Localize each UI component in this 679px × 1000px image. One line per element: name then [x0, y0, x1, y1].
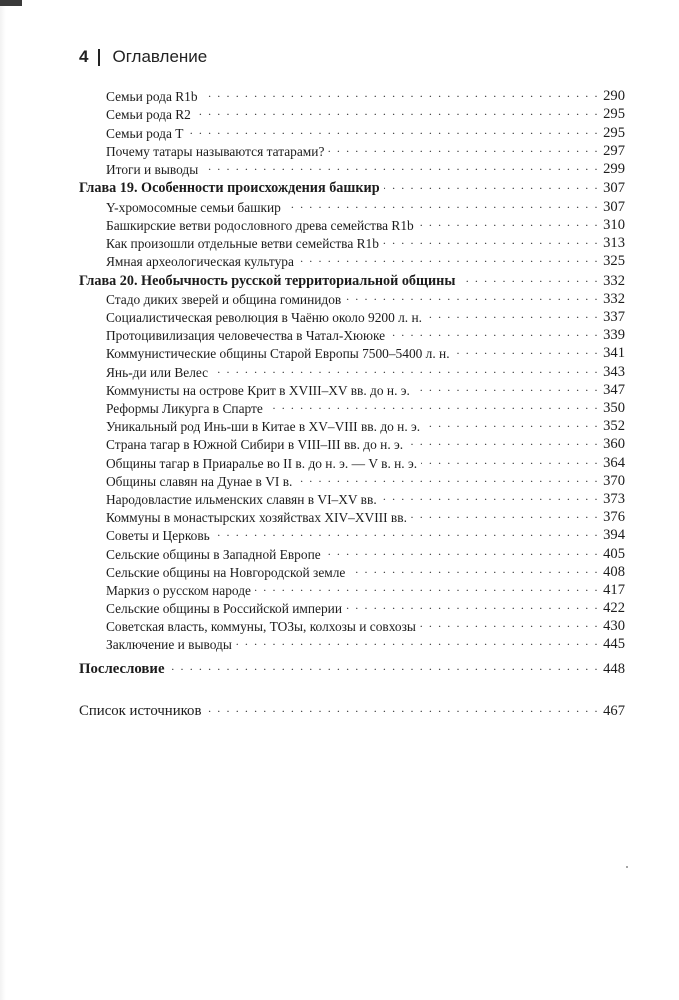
toc-entry-title: Общины славян на Дунае в VI в. — [106, 473, 293, 489]
dot-leader — [328, 143, 599, 157]
dot-leader — [345, 291, 599, 305]
toc-entry[interactable] — [79, 581, 625, 599]
toc-entry[interactable] — [79, 381, 625, 399]
dot-leader — [381, 491, 599, 505]
dot-leader — [426, 309, 599, 323]
toc-entry-page: 373 — [603, 490, 625, 507]
toc-entry[interactable] — [79, 308, 625, 326]
dot-leader — [187, 125, 599, 139]
dot-leader — [346, 600, 599, 614]
toc-entry-title: Коммунисты на острове Крит в XVIII–XV вв. до н. э. — [106, 382, 410, 398]
toc-entry[interactable] — [79, 508, 625, 526]
section-title: Оглавление — [112, 47, 208, 66]
toc-entry-title: Общины тагар в Приаралье во II в. до н. э. — V в. н. э. — [106, 455, 418, 471]
dot-leader — [214, 527, 599, 541]
dot-leader — [418, 217, 599, 231]
toc-entry[interactable] — [79, 544, 625, 562]
dot-leader — [454, 345, 600, 359]
toc-entry[interactable] — [79, 105, 625, 123]
toc-entry-title: Заключение и выводы — [106, 637, 232, 653]
toc-entry-title: Маркиз о русском народе — [106, 582, 251, 598]
dot-leader — [202, 88, 600, 102]
toc-entry-page: 343 — [603, 363, 625, 380]
toc-entry[interactable] — [79, 234, 625, 252]
toc-entry[interactable] — [79, 635, 625, 653]
toc-entry[interactable] — [79, 290, 625, 308]
toc-chapter-entry[interactable] — [79, 178, 625, 198]
toc-entry-page: 307 — [603, 180, 625, 197]
toc-entry-page: 352 — [603, 418, 625, 435]
dot-leader — [424, 418, 599, 432]
toc-entry-title: Социалистическая революция в Чаёню около 9200 л. н. — [106, 310, 423, 326]
toc-entry[interactable] — [79, 216, 625, 234]
dot-leader — [420, 618, 599, 632]
toc-entry[interactable] — [79, 160, 625, 178]
toc-section-entry[interactable] — [79, 699, 625, 720]
toc-entry[interactable] — [79, 197, 625, 215]
toc-entry-page: 360 — [603, 436, 625, 453]
toc-entry[interactable] — [79, 417, 625, 435]
toc-entry-page: 405 — [603, 545, 625, 562]
dot-leader — [205, 703, 599, 717]
toc-entry-title: Y-хромосомные семьи башкир — [106, 199, 281, 215]
toc-entry-title: Янь-ди или Велес — [106, 364, 209, 380]
toc-entry[interactable] — [79, 435, 625, 453]
toc-entry-page: 295 — [603, 124, 625, 141]
toc-entry[interactable] — [79, 344, 625, 362]
toc-entry-title: Советы и Церковь — [106, 528, 210, 544]
toc-entry-title: Страна тагар в Южной Сибири в VIII–III вв. до н. э. — [106, 437, 404, 453]
toc-entry-title: Протоцивилизация человечества в Чатал-Хююке — [106, 328, 386, 344]
toc-entry-title: Глава 19. Особенности происхождения башкир — [79, 180, 380, 197]
toc-entry-page: 295 — [603, 106, 625, 123]
toc-entry-page: 332 — [603, 272, 625, 289]
dot-leader — [325, 546, 599, 560]
toc-entry-title: Коммуны в монастырских хозяйствах XIV–XVIII вв. — [106, 510, 407, 526]
running-header — [79, 46, 207, 68]
toc-entry-title: Уникальный род Инь-ши в Китае в XV–VIII вв. до н. э. — [106, 419, 421, 435]
toc-entry-page: 325 — [603, 253, 625, 270]
toc-entry-page: 445 — [603, 636, 625, 653]
toc-entry-title: Ямная археологическая культура — [106, 254, 294, 270]
toc-entry-title: Семьи рода R1b — [106, 89, 198, 105]
toc-entry[interactable] — [79, 563, 625, 581]
toc-entry-page: 370 — [603, 472, 625, 489]
toc-chapter-entry[interactable] — [79, 270, 625, 290]
toc-entry[interactable] — [79, 87, 625, 105]
dot-leader — [236, 636, 599, 650]
toc-entry-page: 422 — [603, 600, 625, 617]
toc-entry-title: Народовластие ильменских славян в VI–XV вв. — [106, 491, 377, 507]
toc-entry-title: Итоги и выводы — [106, 161, 199, 177]
toc-section-entry[interactable] — [79, 657, 625, 678]
dot-leader — [421, 455, 599, 469]
toc-entry[interactable] — [79, 472, 625, 490]
toc-entry-page: 337 — [603, 309, 625, 326]
toc-entry[interactable] — [79, 123, 625, 141]
dot-leader — [169, 661, 600, 675]
dot-leader — [414, 382, 599, 396]
toc-entry-page: 417 — [603, 581, 625, 598]
toc-entry-title: Как произошли отдельные ветви семейства R1b — [106, 236, 379, 251]
dot-leader — [383, 235, 599, 249]
dot-leader — [411, 509, 599, 523]
toc-entry-page: 339 — [603, 327, 625, 344]
toc-entry-page: 307 — [603, 198, 625, 215]
dot-leader — [384, 180, 600, 194]
toc-entry[interactable] — [79, 617, 625, 635]
toc-entry-title: Сельские общины в Российской империи — [106, 601, 343, 617]
dot-leader — [195, 106, 599, 120]
toc-entry-page: 376 — [603, 509, 625, 526]
toc-entry[interactable] — [79, 453, 625, 471]
table-of-contents — [79, 87, 625, 720]
toc-entry-page: 332 — [603, 290, 625, 307]
toc-entry-page: 341 — [603, 345, 625, 362]
dot-leader — [255, 582, 599, 596]
toc-entry-title: Семьи рода R2 — [106, 107, 191, 123]
dot-leader — [298, 253, 599, 267]
toc-entry-title: Стадо диких зверей и община гоминидов — [106, 291, 342, 307]
toc-entry[interactable] — [79, 599, 625, 617]
toc-entry-page: 347 — [603, 381, 625, 398]
toc-entry[interactable] — [79, 399, 625, 417]
toc-entry[interactable] — [79, 326, 625, 344]
toc-entry-page: 467 — [603, 703, 625, 720]
toc-entry-title: Сельские общины на Новгородской земле — [106, 564, 346, 580]
toc-entry-page: 350 — [603, 400, 625, 416]
toc-entry-title: Сельские общины в Западной Европе — [106, 546, 321, 562]
toc-entry-title: Коммунистические общины Старой Европы 7500–5400 л. н. — [106, 346, 450, 362]
dot-leader — [285, 199, 599, 213]
toc-entry-page: 394 — [603, 527, 625, 544]
toc-entry-page: 430 — [603, 618, 625, 635]
toc-entry[interactable] — [79, 142, 625, 160]
toc-entry-page: 299 — [603, 160, 625, 177]
toc-entry-page: 313 — [603, 235, 625, 251]
toc-entry-title: Почему татары называются татарами? — [106, 143, 325, 159]
toc-entry-title: Реформы Ликурга в Спарте — [106, 401, 263, 416]
toc-entry-page: 448 — [603, 661, 625, 678]
dot-leader — [349, 564, 599, 578]
dot-leader — [389, 327, 599, 341]
dot-leader — [202, 161, 599, 175]
toc-entry[interactable] — [79, 526, 625, 544]
toc-entry-page: 297 — [603, 142, 625, 159]
toc-entry-title: Семьи рода T — [106, 125, 184, 141]
toc-entry[interactable] — [79, 362, 625, 380]
toc-entry-page: 364 — [603, 454, 625, 471]
toc-entry-page: 290 — [603, 88, 625, 105]
toc-entry[interactable] — [79, 490, 625, 508]
dot-leader — [212, 364, 599, 378]
dot-leader — [296, 473, 599, 487]
toc-entry-title: Глава 20. Необычность русской территориальной общины — [79, 272, 456, 289]
toc-entry-title: Список источников — [79, 703, 202, 720]
dot-leader — [459, 273, 599, 287]
toc-entry-title: Башкирские ветви родословного древа семейства R1b — [106, 217, 414, 233]
page-number: 4 — [79, 47, 89, 66]
toc-entry-title: Послесловие — [79, 661, 165, 678]
scan-speck — [626, 866, 628, 868]
dot-leader — [407, 436, 599, 450]
toc-entry-title: Советская власть, коммуны, ТОЗы, колхозы и совхозы — [106, 619, 416, 635]
toc-entry[interactable] — [79, 252, 625, 270]
dot-leader — [267, 400, 599, 414]
scan-corner-mark — [0, 0, 22, 6]
toc-entry-page: 310 — [603, 216, 625, 233]
toc-entry-page: 408 — [603, 563, 625, 580]
header-divider — [98, 49, 100, 66]
